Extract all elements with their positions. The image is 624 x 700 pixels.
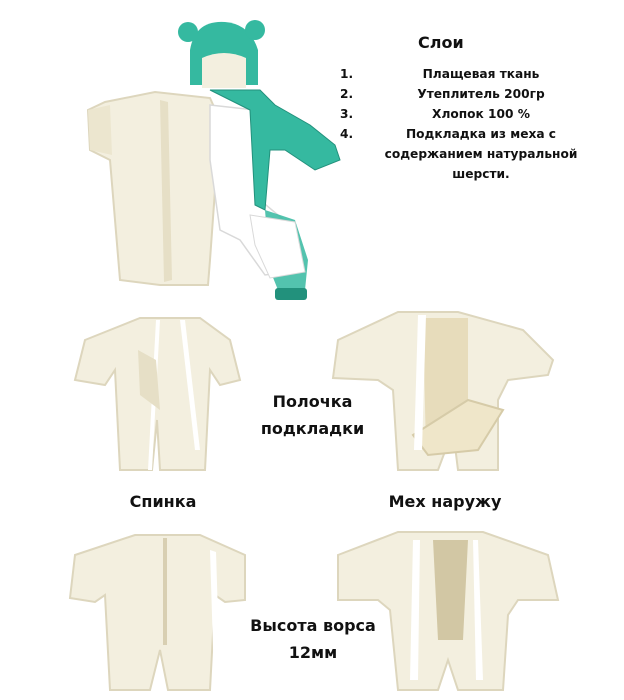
layer-number: 1. xyxy=(340,67,354,81)
front-lining-label: Полочка подкладки xyxy=(260,392,365,438)
layer-item xyxy=(340,104,580,124)
layer-item xyxy=(340,64,580,84)
lining-back-photo xyxy=(60,520,255,695)
fur-outside-label: Мех наружу xyxy=(388,492,502,511)
pile-height-label: Высота ворса 12мм xyxy=(250,616,376,662)
layer-text: Подкладка из меха с содержанием натуральной шерсти. xyxy=(384,127,578,181)
layers-list xyxy=(340,64,580,184)
layer-text: Плащевая ткань xyxy=(422,67,540,81)
jumpsuit-main-photo xyxy=(60,10,355,310)
back-label: Спинка xyxy=(129,492,197,511)
lining-front-photo xyxy=(60,300,255,475)
fur-outside-photo xyxy=(318,520,563,695)
layer-item xyxy=(340,84,580,104)
layer-text: Утеплитель 200гр xyxy=(417,87,545,101)
layer-item xyxy=(340,124,580,184)
layers-title: Слои xyxy=(418,33,464,52)
layer-number: 4. xyxy=(340,127,354,141)
layer-number: 3. xyxy=(340,107,354,121)
layer-text: Хлопок 100 % xyxy=(432,107,530,121)
layer-number: 2. xyxy=(340,87,354,101)
